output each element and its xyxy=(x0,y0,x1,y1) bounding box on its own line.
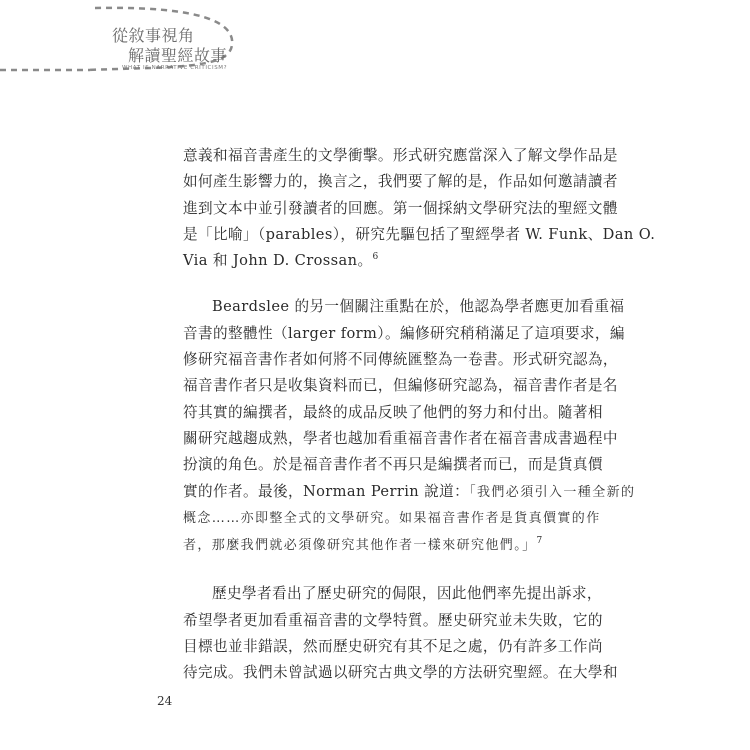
text-line: 歷史學者看出了歷史研究的侷限，因此他們率先提出訴求， xyxy=(212,585,602,603)
text-line: 符其實的編撰者，最終的成品反映了他們的努力和付出。隨著相 xyxy=(183,403,603,421)
text-line: 意義和福音書產生的文學衝擊。形式研究應當深入了解文學作品是 xyxy=(183,147,618,164)
header-subtitle: WHAT IS NARRATIVE CRITICISM? xyxy=(122,65,228,71)
page-number: 24 xyxy=(157,694,173,708)
quote-line-last xyxy=(183,532,575,559)
running-header xyxy=(112,26,227,66)
text-line: 待完成。我們未曾試過以研究古典文學的方法研究聖經。在大學和 xyxy=(183,664,618,682)
text-line: 修研究福音書作者如何將不同傳統匯整為一卷書。形式研究認為， xyxy=(183,351,618,369)
paragraph-3 xyxy=(183,581,618,686)
text-fragment: Via 和 John D. Crossan。 xyxy=(183,252,373,270)
text-line-with-quote xyxy=(183,479,636,506)
quote-line: 概念……亦即整全式的文學研究。如果福音書作者是貨真價實的作 xyxy=(183,510,601,526)
header-title-line2: 解讀聖經故事 xyxy=(128,46,228,65)
text-line: 如何產生影響力的，換言之，我們要了解的是，作品如何邀請讀者 xyxy=(183,173,618,191)
text-line: 希望學者更加看重福音書的文學特質。歷史研究並未失敗，它的 xyxy=(183,611,603,629)
footnote-ref-6: 6 xyxy=(372,252,379,263)
quote-fragment: 者，那麼我們就必須像研究其他作者一樣來研究他們。」 xyxy=(183,538,537,554)
text-line: 扮演的角色。於是福音書作者不再只是編撰者而已，而是貨真價 xyxy=(183,456,603,474)
text-line: Beardslee 的另一個關注重點在於，他認為學者應更加看重福 xyxy=(212,298,625,316)
text-line: 是「比喻」（parables），研究先驅包括了聖經學者 W. Funk、Dan O. xyxy=(183,225,656,243)
text-fragment: 實的作者。最後，Norman Perrin 說道： xyxy=(183,482,470,500)
header-title-line1: 從敘事視角 xyxy=(112,26,195,45)
text-line: 關研究越趨成熟，學者也越加看重福音書作者在福音書成書過程中 xyxy=(183,429,618,447)
paragraph-1 xyxy=(183,143,656,274)
text-line-last xyxy=(183,248,575,274)
text-line: 福音書作者只是收集資料而已，但編修研究認為，福音書作者是名 xyxy=(183,377,618,395)
text-line: 進到文本中並引發讀者的回應。第一個採納文學研究法的聖經文體 xyxy=(183,199,618,217)
paragraph-2 xyxy=(183,294,636,559)
footnote-ref-7: 7 xyxy=(536,536,543,547)
text-line: 目標也並非錯誤，然而歷史研究有其不足之處，仍有許多工作尚 xyxy=(183,638,603,656)
body-text xyxy=(183,143,656,687)
quote-fragment: 「我們必須引入一種全新的 xyxy=(469,484,636,500)
text-line: 音書的整體性（larger form）。編修研究稍稍滿足了這項要求，編 xyxy=(183,324,625,342)
